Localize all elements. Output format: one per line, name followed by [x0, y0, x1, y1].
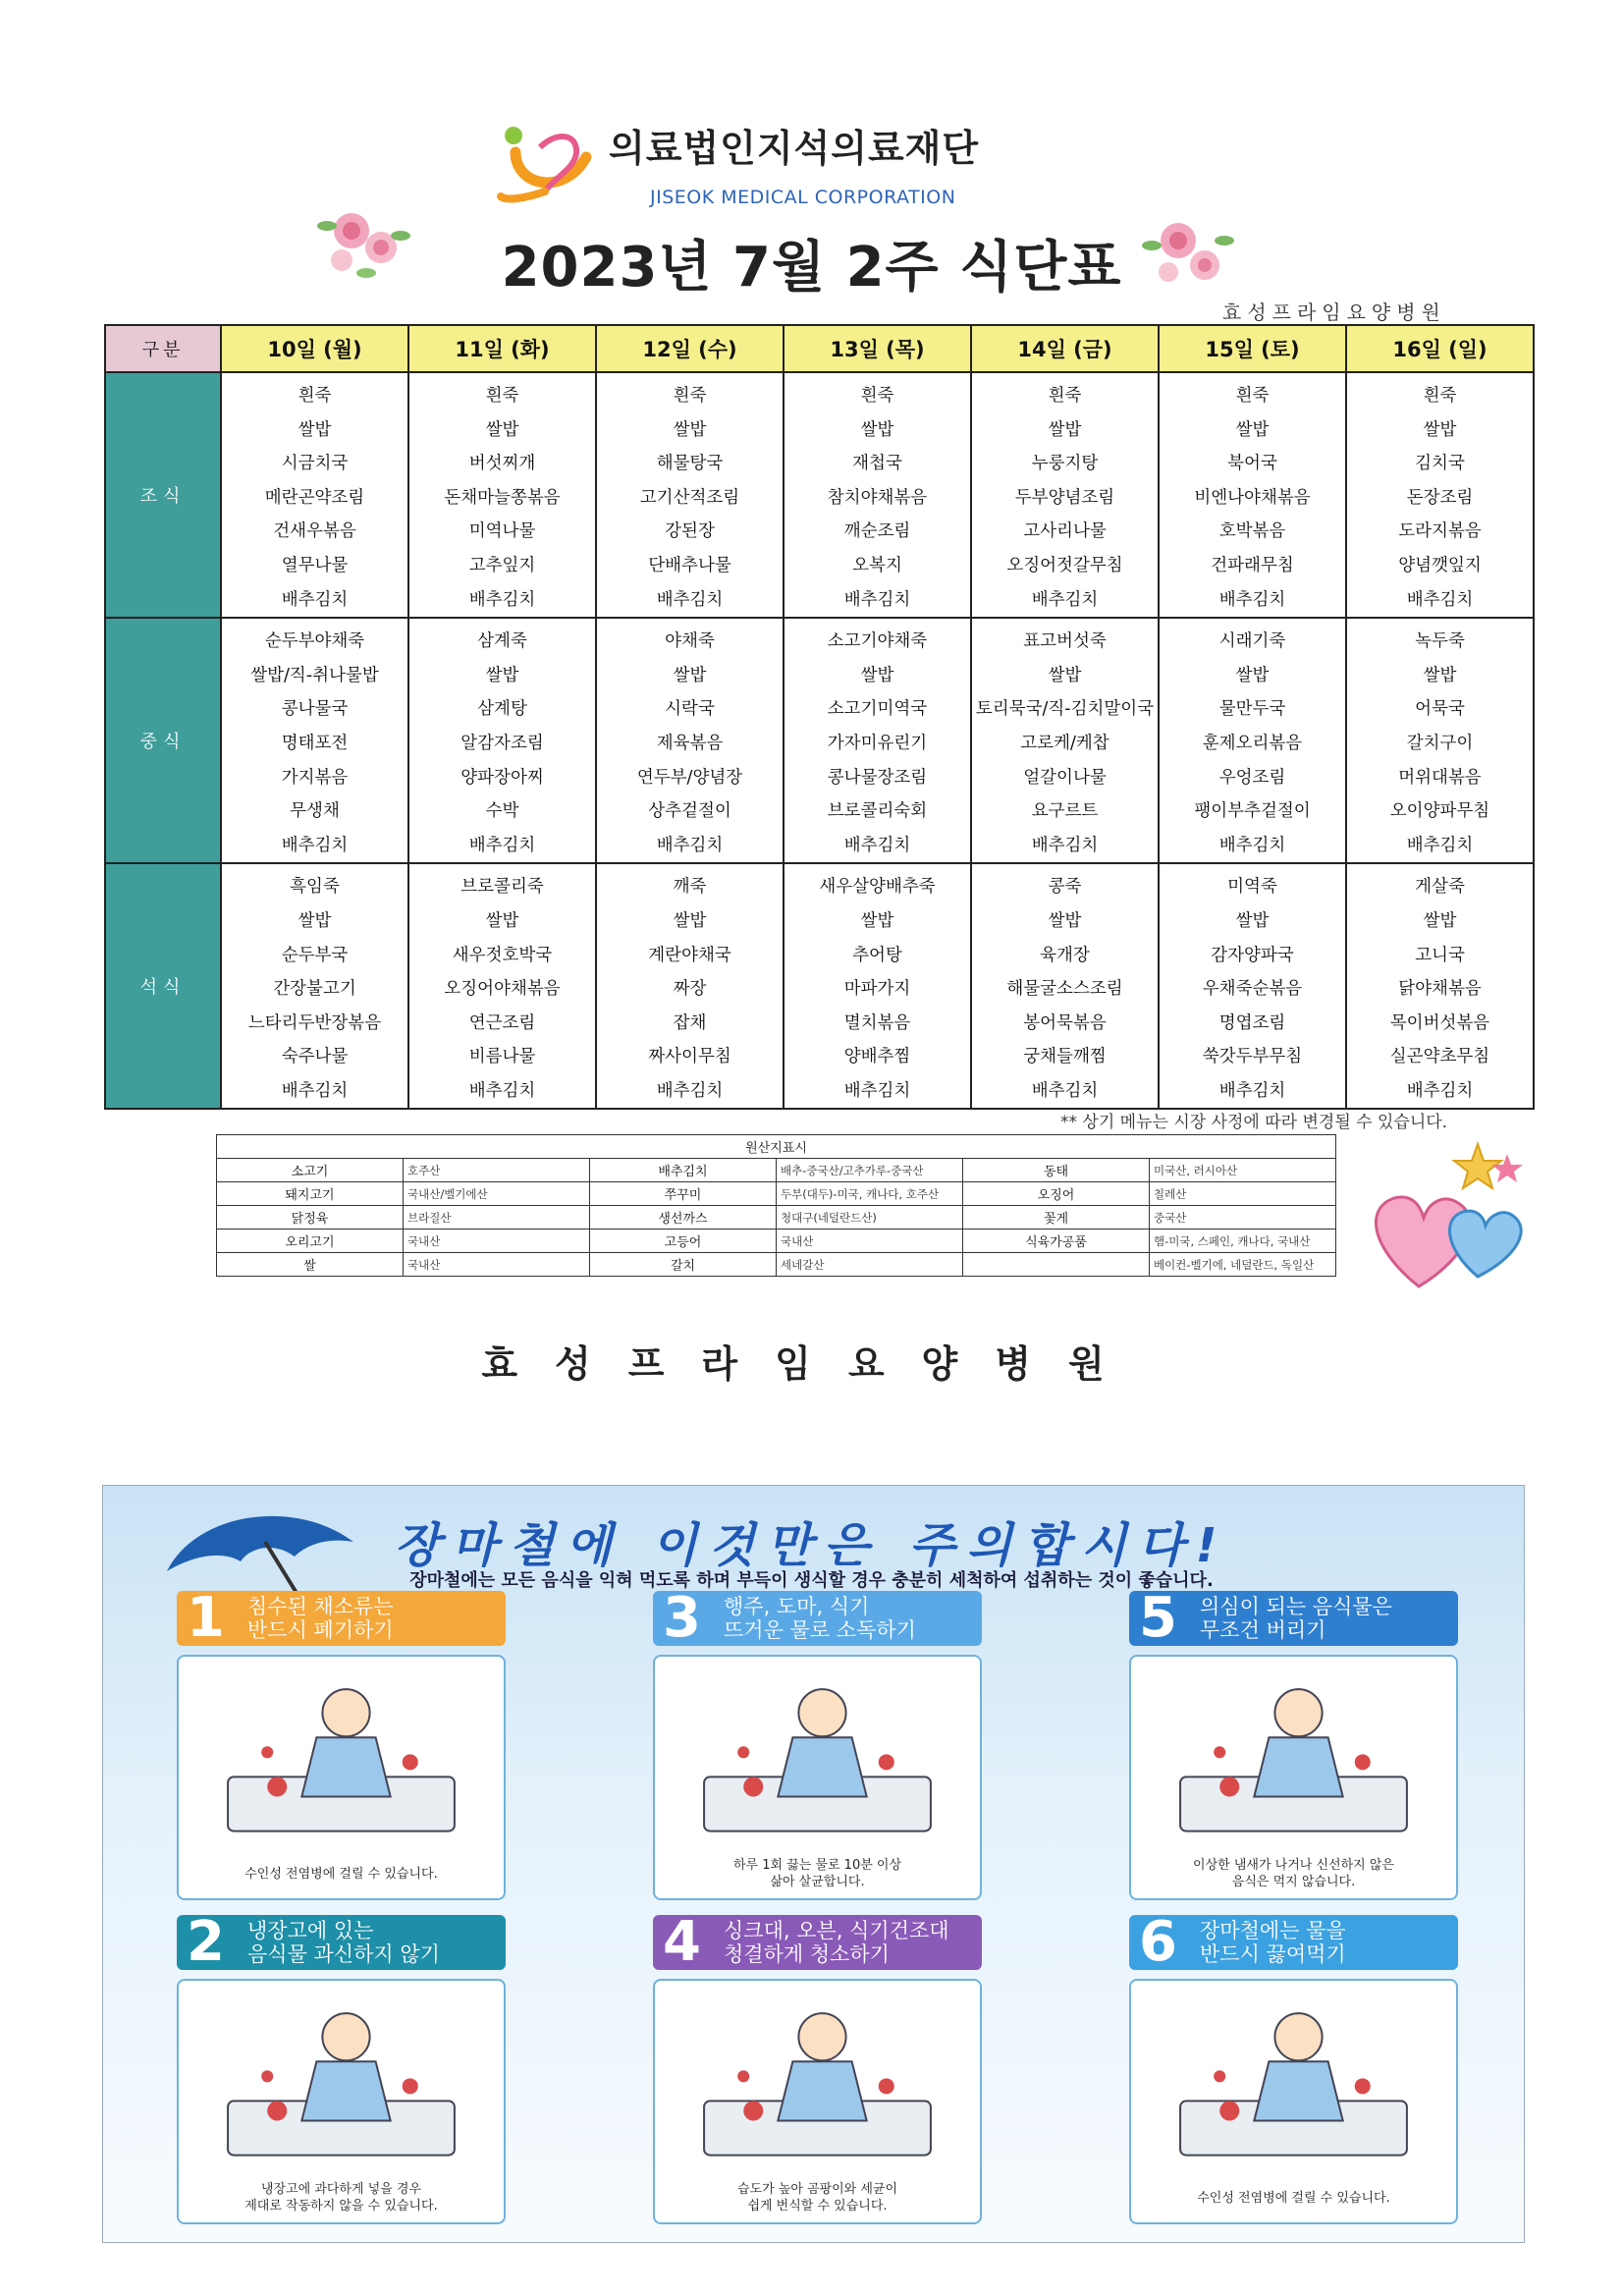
menu-item: 양념깻잎지: [1398, 555, 1482, 575]
day-header: 12일 (수): [596, 325, 784, 372]
tip-header: [1129, 1586, 1458, 1650]
menu-item: 마파가지: [843, 979, 911, 1000]
origin-country: 두부(대두)-미국, 캐나다, 호주산: [777, 1182, 963, 1206]
tip-caption-line1: 수인성 전염병에 걸릴 수 있습니다.: [244, 1867, 438, 1882]
tip-caption: [1131, 1857, 1456, 1890]
menu-table: [104, 324, 1535, 1110]
tip-title-line2: 음식물 과신하지 않기: [247, 1942, 440, 1966]
tip-caption: [655, 2181, 980, 2214]
menu-item: 배추김치: [281, 835, 349, 855]
menu-item: 배추김치: [1406, 589, 1474, 610]
menu-item: 녹두죽: [1415, 631, 1465, 652]
menu-item: 쌀밥: [298, 419, 332, 440]
menu-cell: [408, 618, 596, 863]
tip-caption-line2: 쉽게 번식할 수 있습니다.: [747, 2199, 888, 2214]
menu-item: 도라지볶음: [1398, 521, 1482, 542]
menu-item: 해물굴소스조림: [1006, 979, 1123, 1000]
menu-item: 야채죽: [665, 631, 715, 652]
menu-item: 시락국: [665, 699, 715, 720]
menu-item: 콩나물국: [281, 699, 349, 720]
menu-item: 훈제오리볶음: [1202, 733, 1303, 753]
menu-item: 배추김치: [1031, 1080, 1099, 1101]
menu-item: 쌀밥: [1235, 910, 1270, 931]
tip-illustration-icon: [684, 1668, 950, 1846]
menu-item: 닭야채볶음: [1398, 979, 1482, 1000]
origin-country: 햄-미국, 스페인, 캐나다, 국내산: [1150, 1230, 1336, 1253]
tip-title-line1: 싱크대, 오븐, 식기건조대: [724, 1919, 949, 1942]
meal-row: [105, 372, 1534, 618]
menu-item: 팽이부추겉절이: [1194, 801, 1311, 822]
origin-table: [216, 1134, 1336, 1277]
menu-item: 참치야채볶음: [827, 487, 928, 508]
menu-item: 배추김치: [1031, 835, 1099, 855]
origin-country: 국내산: [404, 1253, 590, 1277]
tip-header: [653, 1586, 982, 1650]
tip-title-line2: 반드시 끓여먹기: [1200, 1942, 1346, 1966]
tip-illustration-icon: [208, 1668, 474, 1846]
menu-item: 알감자조림: [460, 733, 544, 753]
origin-food: 동태: [963, 1159, 1150, 1182]
tip-title-line1: 의심이 되는 음식물은: [1200, 1595, 1392, 1618]
menu-cell: [1159, 618, 1346, 863]
tip-title: [1200, 1919, 1346, 1966]
tip-caption-line1: 습도가 높아 곰팡이와 세균이: [736, 2182, 898, 2197]
origin-food: 생선까스: [590, 1206, 777, 1230]
menu-item: 재첩국: [852, 454, 902, 474]
day-header: 14일 (금): [971, 325, 1159, 372]
origin-country: 호주산: [404, 1159, 590, 1182]
menu-item: 오징어야채볶음: [444, 979, 561, 1000]
origin-food: 닭정육: [217, 1206, 404, 1230]
org-name: 의료법인지석의료재단: [609, 127, 980, 170]
tip-title: [724, 1595, 916, 1642]
tip-caption-line2: 제대로 작동하지 않을 수 있습니다.: [244, 2199, 438, 2214]
menu-item: 수박: [485, 801, 519, 822]
menu-cell: [596, 863, 784, 1109]
menu-item: 브로콜리숙회: [827, 801, 928, 822]
menu-item: 삼계탕: [477, 699, 527, 720]
menu-item: 버섯찌개: [468, 454, 536, 474]
menu-item: 가지볶음: [281, 767, 349, 788]
org-english-name: JISEOK MEDICAL CORPORATION: [650, 187, 956, 208]
menu-item: 쌀밥: [860, 910, 894, 931]
tip-illustration-icon: [208, 1993, 474, 2170]
hospital-name: 효성프라임요양병원: [481, 1342, 1142, 1386]
menu-item: 쌀밥: [673, 419, 707, 440]
tip-title: [247, 1919, 440, 1966]
menu-item: 쌀밥: [1423, 665, 1457, 685]
menu-item: 멸치볶음: [843, 1012, 911, 1033]
menu-item: 북어국: [1227, 454, 1277, 474]
menu-item: 제육볶음: [656, 733, 724, 753]
tip-title-line1: 장마철에는 물을: [1200, 1919, 1346, 1942]
menu-cell: [971, 863, 1159, 1109]
tip-number: 3: [663, 1586, 701, 1650]
menu-item: 단배추나물: [648, 555, 731, 575]
menu-note: ** 상기 메뉴는 시장 사정에 따라 변경될 수 있습니다.: [1060, 1113, 1448, 1132]
menu-item: 콩나물장조림: [827, 767, 928, 788]
menu-item: 배추김치: [468, 589, 536, 610]
menu-item: 배추김치: [843, 1080, 911, 1101]
menu-item: 짜장: [673, 979, 707, 1000]
origin-country: 청대구(네덜란드산): [777, 1206, 963, 1230]
tip-title-line1: 침수된 채소류는: [247, 1595, 394, 1618]
meal-label: 석식: [105, 863, 221, 1109]
menu-item: 돈장조림: [1406, 487, 1474, 508]
origin-food: 오리고기: [217, 1230, 404, 1253]
tip-caption: [655, 1857, 980, 1890]
menu-item: 소고기미역국: [827, 699, 928, 720]
table-header-row: [105, 325, 1534, 372]
menu-cell: [596, 372, 784, 618]
menu-item: 쌀밥: [1048, 910, 1082, 931]
menu-item: 무생채: [290, 801, 340, 822]
origin-food: [963, 1253, 1150, 1277]
menu-item: 건파래무침: [1211, 555, 1294, 575]
menu-item: 배추김치: [1218, 1080, 1286, 1101]
tip-caption-line1: 하루 1회 끓는 물로 10분 이상: [732, 1858, 902, 1873]
menu-item: 쌀밥: [860, 419, 894, 440]
poster-title: 장마철에 이것만은 주의합시다!: [394, 1518, 1229, 1573]
menu-item: 깨순조림: [843, 521, 911, 542]
menu-item: 배추김치: [656, 1080, 724, 1101]
menu-item: 고추잎지: [468, 555, 536, 575]
poster-subtitle: 장마철에는 모든 음식을 익혀 먹도록 하며 부득이 생식할 경우 충분히 세척하여 섭취하는 것이 좋습니다.: [409, 1570, 1214, 1591]
tip-caption: [1131, 2190, 1456, 2207]
tip-illustration-box: [1129, 1655, 1458, 1900]
menu-item: 건새우볶음: [273, 521, 356, 542]
menu-item: 느타리두반장볶음: [247, 1012, 382, 1033]
menu-item: 김치국: [1415, 454, 1465, 474]
menu-item: 우엉조림: [1218, 767, 1286, 788]
origin-row: [217, 1159, 1336, 1182]
meal-row: [105, 618, 1534, 863]
menu-item: 요구르트: [1031, 801, 1099, 822]
origin-food: 소고기: [217, 1159, 404, 1182]
tip-illustration-box: [177, 1655, 506, 1900]
menu-item: 시래기죽: [1218, 631, 1286, 652]
menu-item: 배추김치: [843, 835, 911, 855]
menu-item: 배추김치: [1406, 835, 1474, 855]
tip-illustration-icon: [684, 1993, 950, 2170]
menu-item: 시금치국: [281, 454, 349, 474]
menu-item: 누룽지탕: [1031, 454, 1099, 474]
menu-item: 고기산적조림: [639, 487, 740, 508]
menu-item: 쌀밥: [1423, 910, 1457, 931]
origin-row: [217, 1230, 1336, 1253]
menu-item: 흰죽: [1423, 386, 1457, 406]
menu-item: 흰죽: [485, 386, 519, 406]
menu-item: 쌀밥: [298, 910, 332, 931]
tip-caption-line2: 삶아 살균합니다.: [770, 1875, 865, 1889]
tip-title-line2: 무조건 버리기: [1200, 1618, 1326, 1642]
menu-item: 가자미유린기: [827, 733, 928, 753]
day-header: 10일 (월): [221, 325, 408, 372]
origin-food: 오징어: [963, 1182, 1150, 1206]
tip-title-line1: 냉장고에 있는: [247, 1919, 374, 1942]
menu-cell: [1346, 863, 1534, 1109]
menu-item: 오이양파무침: [1389, 801, 1490, 822]
tip-caption-line2: 음식은 먹지 않습니다.: [1231, 1875, 1356, 1889]
day-header: 15일 (토): [1159, 325, 1346, 372]
menu-item: 열무나물: [281, 555, 349, 575]
menu-item: 흰죽: [673, 386, 707, 406]
menu-cell: [596, 618, 784, 863]
menu-item: 배추김치: [281, 589, 349, 610]
tip-header: [1129, 1910, 1458, 1974]
menu-item: 깨죽: [673, 877, 707, 898]
menu-cell: [784, 618, 971, 863]
menu-item: 흰죽: [1235, 386, 1270, 406]
menu-item: 명엽조림: [1218, 1012, 1286, 1033]
origin-country: 국내산/벨기에산: [404, 1182, 590, 1206]
meal-row: [105, 863, 1534, 1109]
menu-item: 비엔나야채볶음: [1194, 487, 1311, 508]
meal-label: 조식: [105, 372, 221, 618]
menu-item: 오징어젓갈무침: [1006, 555, 1123, 575]
tip-illustration-icon: [1161, 1668, 1427, 1846]
menu-cell: [221, 618, 408, 863]
tip-illustration-box: [177, 1979, 506, 2224]
menu-item: 쌀밥/직-취나물밥: [250, 665, 379, 685]
tip-number: 6: [1139, 1910, 1177, 1974]
menu-cell: [971, 618, 1159, 863]
menu-cell: [784, 863, 971, 1109]
menu-item: 짜사이무침: [648, 1047, 731, 1067]
origin-country: 국내산: [777, 1230, 963, 1253]
origin-row: [217, 1182, 1336, 1206]
menu-item: 쌀밥: [673, 910, 707, 931]
menu-item: 두부양념조림: [1014, 487, 1115, 508]
menu-item: 배추김치: [656, 589, 724, 610]
tip-number: 5: [1139, 1586, 1177, 1650]
tip-title: [1200, 1595, 1392, 1642]
origin-food: 쌀: [217, 1253, 404, 1277]
menu-item: 게살죽: [1415, 877, 1465, 898]
day-header: 16일 (일): [1346, 325, 1534, 372]
tip-number: 1: [187, 1586, 225, 1650]
tip-title-line2: 청결하게 청소하기: [724, 1942, 890, 1966]
menu-item: 쌀밥: [485, 665, 519, 685]
origin-food: 배추김치: [590, 1159, 777, 1182]
meal-label: 중식: [105, 618, 221, 863]
tip-header: [177, 1586, 506, 1650]
menu-item: 쌀밥: [673, 665, 707, 685]
origin-country: 세네갈산: [777, 1253, 963, 1277]
menu-item: 고로케/케찹: [1020, 733, 1109, 753]
menu-cell: [1346, 618, 1534, 863]
menu-item: 상추겉절이: [648, 801, 731, 822]
menu-item: 쌀밥: [485, 910, 519, 931]
menu-item: 배추김치: [281, 1080, 349, 1101]
menu-item: 추어탕: [852, 945, 902, 965]
origin-country: 중국산: [1150, 1206, 1336, 1230]
menu-cell: [408, 863, 596, 1109]
tip-illustration-box: [653, 1655, 982, 1900]
menu-item: 목이버섯볶음: [1389, 1012, 1490, 1033]
menu-item: 쌀밥: [860, 665, 894, 685]
menu-item: 호박볶음: [1218, 521, 1286, 542]
menu-item: 감자양파국: [1211, 945, 1294, 965]
menu-item: 배추김치: [468, 1080, 536, 1101]
menu-item: 브로콜리죽: [460, 877, 544, 898]
origin-food: 돼지고기: [217, 1182, 404, 1206]
tip-title-line2: 뜨거운 물로 소독하기: [724, 1618, 916, 1642]
menu-item: 계란야채국: [648, 945, 731, 965]
menu-item: 잡채: [673, 1012, 707, 1033]
tip-title-line2: 반드시 폐기하기: [247, 1618, 394, 1642]
day-header: 13일 (목): [784, 325, 971, 372]
menu-cell: [221, 863, 408, 1109]
tip-number: 2: [187, 1910, 225, 1974]
menu-item: 흰죽: [298, 386, 332, 406]
tip-caption: [179, 2181, 504, 2214]
menu-item: 배추김치: [1406, 1080, 1474, 1101]
menu-item: 흰죽: [860, 386, 894, 406]
origin-country: 국내산: [404, 1230, 590, 1253]
menu-item: 쑥갓두부무침: [1202, 1047, 1303, 1067]
menu-cell: [408, 372, 596, 618]
day-header: 11일 (화): [408, 325, 596, 372]
menu-item: 실곤약초무침: [1389, 1047, 1490, 1067]
tip-title-line1: 행주, 도마, 식기: [724, 1595, 870, 1618]
menu-cell: [971, 372, 1159, 618]
flower-icon: [1134, 201, 1242, 300]
menu-item: 새우젓호박국: [452, 945, 553, 965]
menu-item: 쌀밥: [1048, 419, 1082, 440]
origin-food: 꽃게: [963, 1206, 1150, 1230]
tip-title: [247, 1595, 394, 1642]
menu-item: 오복지: [852, 555, 902, 575]
menu-item: 돈채마늘쫑볶음: [444, 487, 561, 508]
menu-item: 양파장아찌: [460, 767, 544, 788]
tip-illustration-box: [1129, 1979, 1458, 2224]
tip-caption-line1: 이상한 냄새가 나거나 신선하지 않은: [1193, 1858, 1394, 1873]
menu-item: 쌀밥: [1423, 419, 1457, 440]
origin-country: 미국산, 러시아산: [1150, 1159, 1336, 1182]
menu-item: 숙주나물: [281, 1047, 349, 1067]
menu-item: 순두부국: [281, 945, 349, 965]
menu-item: 양배추찜: [843, 1047, 911, 1067]
menu-item: 표고버섯죽: [1023, 631, 1107, 652]
tip-caption-line1: 수인성 전염병에 걸릴 수 있습니다.: [1197, 2191, 1390, 2206]
tip-number: 4: [663, 1910, 701, 1974]
menu-item: 쌀밥: [1235, 665, 1270, 685]
menu-item: 쌀밥: [485, 419, 519, 440]
menu-item: 봉어묵볶음: [1023, 1012, 1107, 1033]
origin-row: [217, 1206, 1336, 1230]
origin-row: [217, 1253, 1336, 1277]
menu-item: 우채죽순볶음: [1202, 979, 1303, 1000]
menu-item: 콩죽: [1048, 877, 1082, 898]
menu-item: 머위대볶음: [1398, 767, 1482, 788]
tip-header: [177, 1910, 506, 1974]
origin-country: 베이컨-벨기에, 네덜란드, 독일산: [1150, 1253, 1336, 1277]
menu-item: 쌀밥: [1235, 419, 1270, 440]
logo-icon: [496, 118, 604, 211]
tip-caption: [179, 1866, 504, 1883]
origin-food: 식육가공품: [963, 1230, 1150, 1253]
menu-cell: [1159, 372, 1346, 618]
menu-item: 궁채들깨찜: [1023, 1047, 1107, 1067]
menu-item: 소고기야채죽: [827, 631, 928, 652]
hospital-name-small: 효성프라임요양병원: [1222, 301, 1446, 324]
menu-item: 흑임죽: [290, 877, 340, 898]
corner-header: 구분: [105, 325, 221, 372]
origin-food: 쭈꾸미: [590, 1182, 777, 1206]
menu-item: 배추김치: [843, 589, 911, 610]
tip-caption-line1: 냉장고에 과다하게 넣을 경우: [260, 2182, 422, 2197]
origin-country: 브라질산: [404, 1206, 590, 1230]
menu-item: 배추김치: [1218, 835, 1286, 855]
menu-item: 배추김치: [656, 835, 724, 855]
menu-item: 고니국: [1415, 945, 1465, 965]
menu-item: 순두부야채죽: [264, 631, 365, 652]
origin-food: 고등어: [590, 1230, 777, 1253]
menu-item: 물만두국: [1218, 699, 1286, 720]
menu-item: 토리묵국/직-김치말이국: [975, 699, 1155, 720]
tip-title: [724, 1919, 949, 1966]
menu-item: 연근조림: [468, 1012, 536, 1033]
menu-item: 강된장: [665, 521, 715, 542]
tip-illustration-icon: [1161, 1993, 1427, 2170]
menu-item: 얼갈이나물: [1023, 767, 1107, 788]
menu-item: 어묵국: [1415, 699, 1465, 720]
menu-item: 메란곤약조림: [264, 487, 365, 508]
page-title: 2023년 7월 2주 식단표: [501, 236, 1122, 300]
menu-item: 미역죽: [1227, 877, 1277, 898]
menu-item: 새우살양배추죽: [819, 877, 936, 898]
menu-item: 흰죽: [1048, 386, 1082, 406]
menu-cell: [221, 372, 408, 618]
origin-country: 칠레산: [1150, 1182, 1336, 1206]
menu-item: 배추김치: [1218, 589, 1286, 610]
menu-item: 고사리나물: [1023, 521, 1107, 542]
menu-item: 배추김치: [468, 835, 536, 855]
menu-item: 배추김치: [1031, 589, 1099, 610]
menu-item: 명태포전: [281, 733, 349, 753]
tip-header: [653, 1910, 982, 1974]
hearts-icon: [1360, 1139, 1532, 1296]
origin-title: 원산지표시: [217, 1135, 1336, 1159]
menu-item: 간장불고기: [273, 979, 356, 1000]
origin-title-row: [217, 1135, 1336, 1159]
menu-cell: [1346, 372, 1534, 618]
menu-item: 육개장: [1040, 945, 1090, 965]
menu-item: 갈치구이: [1406, 733, 1474, 753]
tip-illustration-box: [653, 1979, 982, 2224]
menu-item: 연두부/양념장: [636, 767, 743, 788]
menu-item: 쌀밥: [1048, 665, 1082, 685]
menu-item: 삼계죽: [477, 631, 527, 652]
origin-country: 배추-중국산/고추가루-중국산: [777, 1159, 963, 1182]
menu-item: 해물탕국: [656, 454, 724, 474]
origin-food: 갈치: [590, 1253, 777, 1277]
menu-cell: [1159, 863, 1346, 1109]
menu-item: 비름나물: [468, 1047, 536, 1067]
menu-item: 미역나물: [468, 521, 536, 542]
menu-cell: [784, 372, 971, 618]
